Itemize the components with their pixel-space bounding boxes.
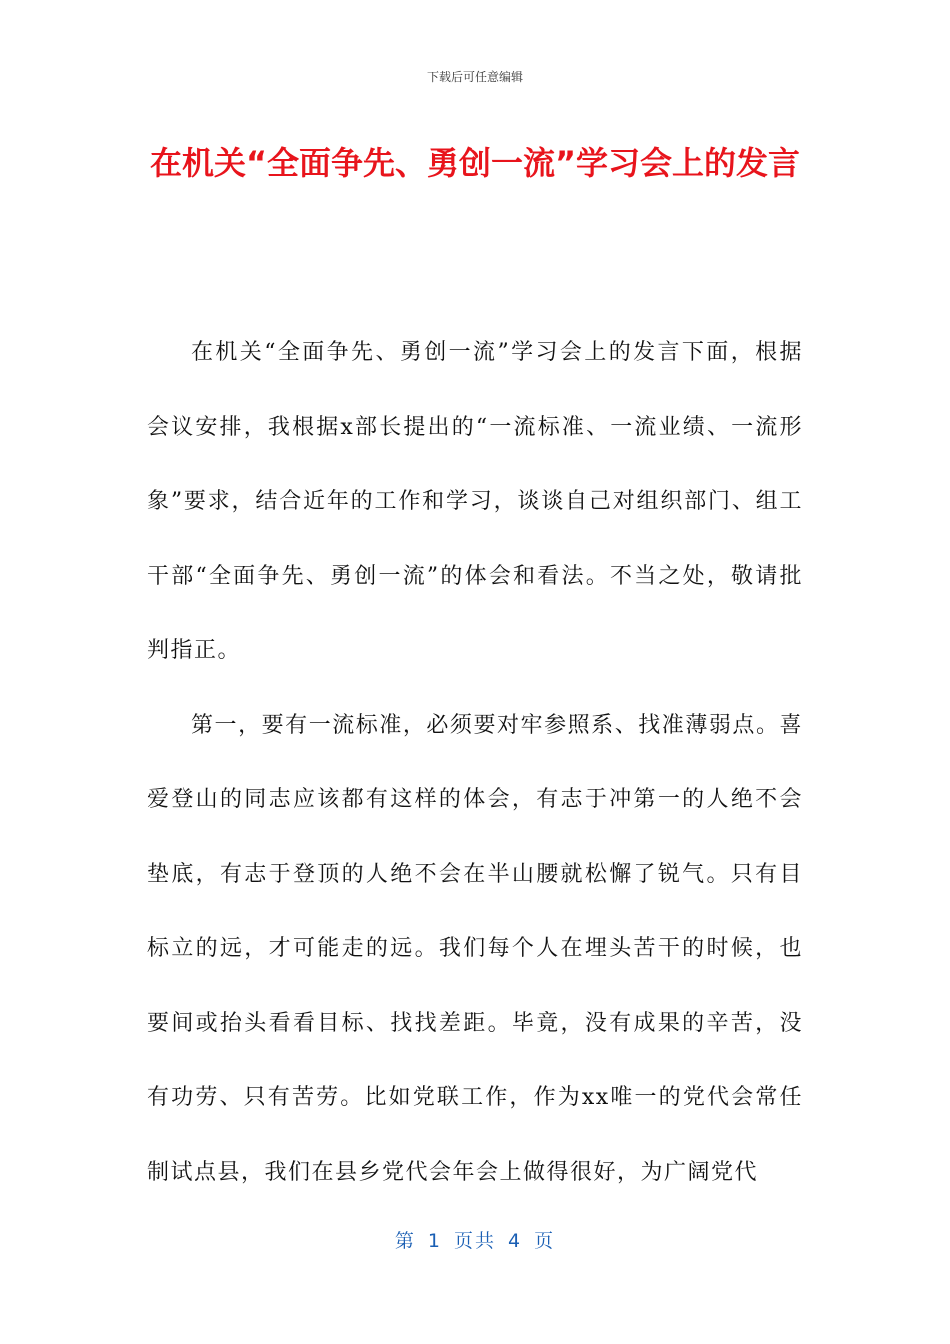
page-prefix: 第 <box>394 1230 416 1252</box>
document-body <box>147 316 803 1210</box>
page-middle: 页共 <box>453 1230 496 1252</box>
document-title: 在机关“全面争先、勇创一流”学习会上的发言 <box>149 144 801 182</box>
total-pages-number: 4 <box>508 1230 523 1252</box>
header-note: 下载后可任意编辑 <box>426 70 523 84</box>
page-footer <box>0 1226 950 1253</box>
current-page-number: 1 <box>427 1230 442 1252</box>
paragraph: 在机关“全面争先、勇创一流”学习会上的发言下面，根据会议安排，我根据x部长提出的“一流标准、一流业绩、一流形象”要求，结合近年的工作和学习，谈谈自己对组织部门、组工干部“全面争先、勇创一流”的体会和看法。不当之处，敬请批判指正。 <box>147 340 804 663</box>
page-suffix: 页 <box>534 1230 556 1252</box>
paragraph: 第一，要有一流标准，必须要对牢参照系、找准薄弱点。喜爱登山的同志应该都有这样的体会，有志于冲第一的人绝不会垫底，有志于登顶的人绝不会在半山腰就松懈了锐气。只有目标立的远，才可能走的远。我们每个人在埋头苦干的时候，也要间或抬头看看目标、找找差距。毕竟，没有成果的辛苦，没有功劳、只有苦劳。比如党联工作，作为xx唯一的党代会常任制试点县，我们在县乡党代会年会上做得很好，为广阔党代 <box>147 712 803 1185</box>
